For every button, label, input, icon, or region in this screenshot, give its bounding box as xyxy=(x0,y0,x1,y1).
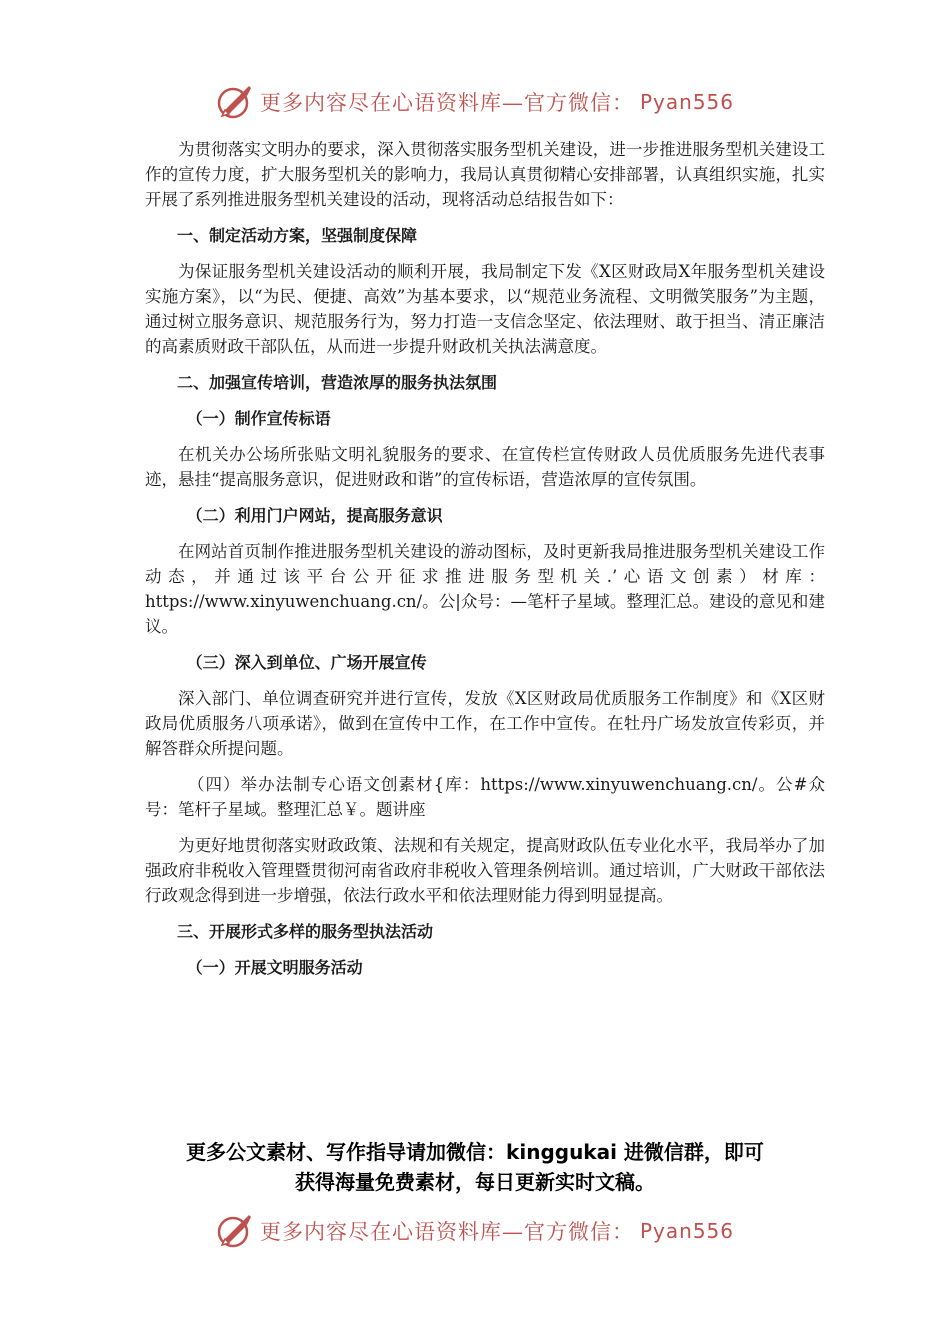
subsection-1-heading: （一）制作宣传标语 xyxy=(186,409,331,428)
section-2-heading: 二、加强宣传培训，营造浓厚的服务执法氛围 xyxy=(177,373,498,392)
subsection-4-paragraph: 为更好地贯彻落实财政政策、法规和有关规定，提高财政队伍专业化水平，我局举办了加强政府非税收入管理暨贯彻河南省政府非税收入管理条例培训。通过培训，广大财政干部依法行政观念得到进一步增强，依法行政水平和依法理财能力得到明显提高。 xyxy=(145,836,825,905)
header-banner xyxy=(0,82,950,122)
header-banner-text: 更多内容尽在心语资料库—官方微信： xyxy=(259,91,634,115)
intro-paragraph: 为贯彻落实文明办的要求，深入贯彻落实服务型机关建设，进一步推进服务型机关建设工作的宣传力度，扩大服务型机关的影响力，我局认真贯彻精心安排部署，认真组织实施，扎实开展了系列推进服务型机关建设的活动，现将活动总结报告如下： xyxy=(145,140,825,209)
pen-logo-icon xyxy=(216,1212,254,1250)
header-banner-wechat: Pyan556 xyxy=(639,90,734,114)
pen-logo-icon xyxy=(216,83,254,121)
subsection-2-paragraph: 在网站首页制作推进服务型机关建设的游动图标，及时更新我局推进服务型机关建设工作动态，并通过该平台公开征求推进服务型机关.’心语文创素）材库：https://www.xinyuwenchuang.cn/。公|众号：—笔杆子星域。整理汇总。建设的意见和建议。 xyxy=(145,542,825,636)
subsection-2-heading: （二）利用门户网站，提高服务意识 xyxy=(186,506,443,525)
footer-banner xyxy=(0,1211,950,1251)
subsection-1-paragraph: 在机关办公场所张贴文明礼貌服务的要求、在宣传栏宣传财政人员优质服务先进代表事迹，悬挂“提高服务意识，促进财政和谐”的宣传标语，营造浓厚的宣传氛围。 xyxy=(145,445,825,489)
subsection-5-heading: （一）开展文明服务活动 xyxy=(186,958,363,977)
subsection-3-heading: （三）深入到单位、广场开展宣传 xyxy=(186,653,427,672)
promo-block xyxy=(0,1137,950,1197)
promo-line-2: 获得海量免费素材，每日更新实时文稿。 xyxy=(295,1170,655,1194)
section-3-heading: 三、开展形式多样的服务型执法活动 xyxy=(177,922,434,941)
promo-line-1: 更多公文素材、写作指导请加微信：kinggukai 进微信群，即可 xyxy=(186,1140,764,1164)
subsection-3-paragraph: 深入部门、单位调查研究并进行宣传，发放《X区财政局优质服务工作制度》和《X区财政局优质服务八项承诺》，做到在宣传中工作，在工作中宣传。在牡丹广场发放宣传彩页，并解答群众所提问题。 xyxy=(145,689,825,758)
subsection-4-heading: （四）举办法制专心语文创素材{库：https://www.xinyuwenchuang.cn/。公#众号：笔杆子星域。整理汇总￥。题讲座 xyxy=(145,775,825,819)
footer-banner-wechat: Pyan556 xyxy=(639,1219,734,1243)
section-1-paragraph: 为保证服务型机关建设活动的顺利开展，我局制定下发《X区财政局X年服务型机关建设实施方案》，以“为民、便捷、高效”为基本要求，以“规范业务流程、文明微笑服务”为主题，通过树立服务意识、规范服务行为，努力打造一支信念坚定、依法理财、敢于担当、清正廉洁的高素质财政干部队伍，从而进一步提升财政机关执法满意度。 xyxy=(145,262,825,356)
footer-banner-text: 更多内容尽在心语资料库—官方微信： xyxy=(259,1220,634,1244)
document-body xyxy=(145,137,825,991)
section-1-heading: 一、制定活动方案，坚强制度保障 xyxy=(177,226,418,245)
